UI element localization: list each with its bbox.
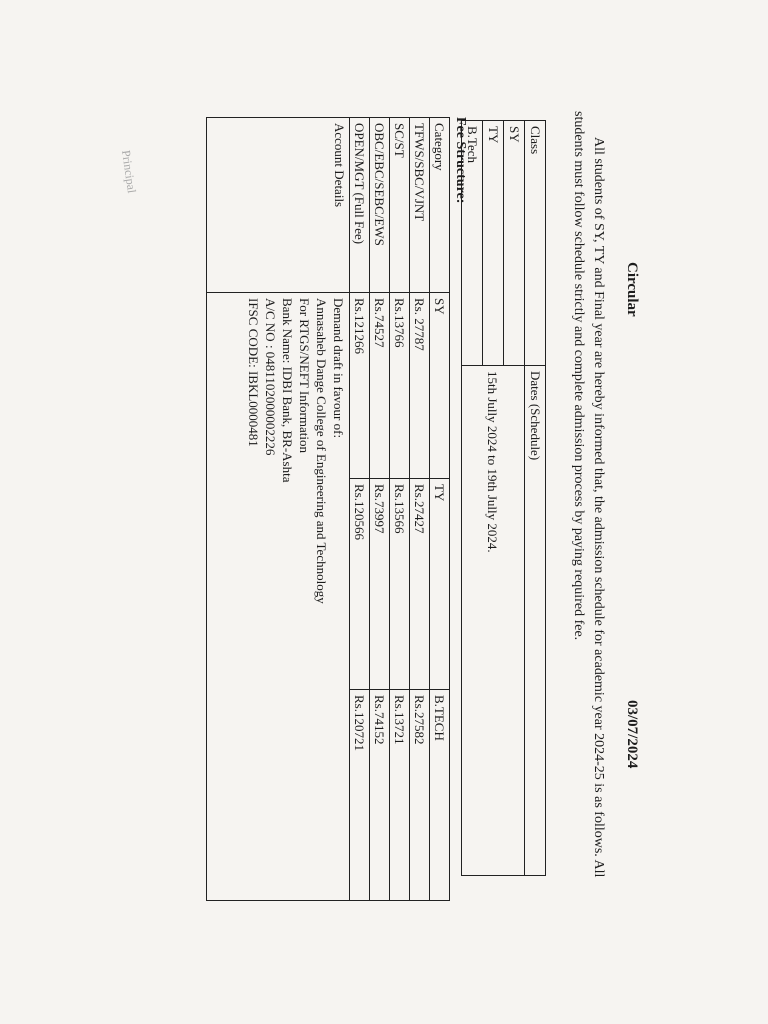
signature-label: Principal [119,149,139,195]
schedule-dates-text: 15th Jully 2024 to 19th Jully 2024. [485,371,501,553]
intro-line-2: students must follow schedule strictly and complete admission process by paying required fee. [571,111,586,641]
fee-sy: Rs.74527 [370,293,390,479]
fee-header-row [430,118,450,901]
fee-category: SC/ST [390,118,410,293]
fee-sy: Rs.121266 [350,293,370,479]
account-details-value [207,293,350,901]
schedule-table [461,120,546,876]
fee-header-btech: B.TECH [430,690,450,901]
account-line: IFSC CODE: IBKL0000481 [246,298,261,447]
fee-category: OPEN/MGT (Full Fee) [350,118,370,293]
fee-row [410,118,430,901]
schedule-class: B.Tech [462,121,483,366]
account-line: Bank Name: IDBI Bank, BR-Ashta [280,298,295,483]
circular-title: Circular [624,262,640,317]
account-line: For RTGS/NEFT Information [297,298,312,453]
fee-header-category: Category [430,118,450,293]
schedule-dates [462,366,525,876]
fee-btech: Rs.27582 [410,690,430,901]
schedule-header-dates: Dates (Schedule) [525,366,546,876]
schedule-class: SY [504,121,525,366]
fee-btech: Rs.13721 [390,690,410,901]
fee-sy: Rs. 27787 [410,293,430,479]
fee-btech: Rs.74152 [370,690,390,901]
intro-paragraph [568,111,608,911]
account-line: A/C NO : 0481102000002226 [263,298,278,456]
fee-row [370,118,390,901]
schedule-header-class: Class [525,121,546,366]
schedule-row [504,121,525,876]
account-line: Demand draft in favour of: [331,298,346,439]
account-line: Annasaheb Dange College of Engineering and Technology [314,298,329,604]
fee-table [206,117,450,901]
fee-ty: Rs.13566 [390,479,410,690]
fee-sy: Rs.13766 [390,293,410,479]
schedule-class: TY [483,121,504,366]
fee-structure-heading: Fee Structure: [453,117,468,204]
fee-header-sy: SY [430,293,450,479]
circular-date: 03/07/2024 [624,700,640,769]
fee-ty: Rs.120566 [350,479,370,690]
fee-header-ty: TY [430,479,450,690]
fee-row [350,118,370,901]
schedule-header-row [525,121,546,876]
account-details-row [207,118,350,901]
fee-btech: Rs.120721 [350,690,370,901]
account-details-label: Account Details [207,118,350,293]
fee-category: OBC/EBC/SEBC/EWS [370,118,390,293]
fee-category: TFWS/SBC/VJNT [410,118,430,293]
fee-ty: Rs.27427 [410,479,430,690]
fee-row [390,118,410,901]
fee-ty: Rs.73997 [370,479,390,690]
intro-line-1: All students of SY, TY and Final year are hereby informed that, the admission schedule for academic year 2024-25 is as follows. All [591,137,606,878]
